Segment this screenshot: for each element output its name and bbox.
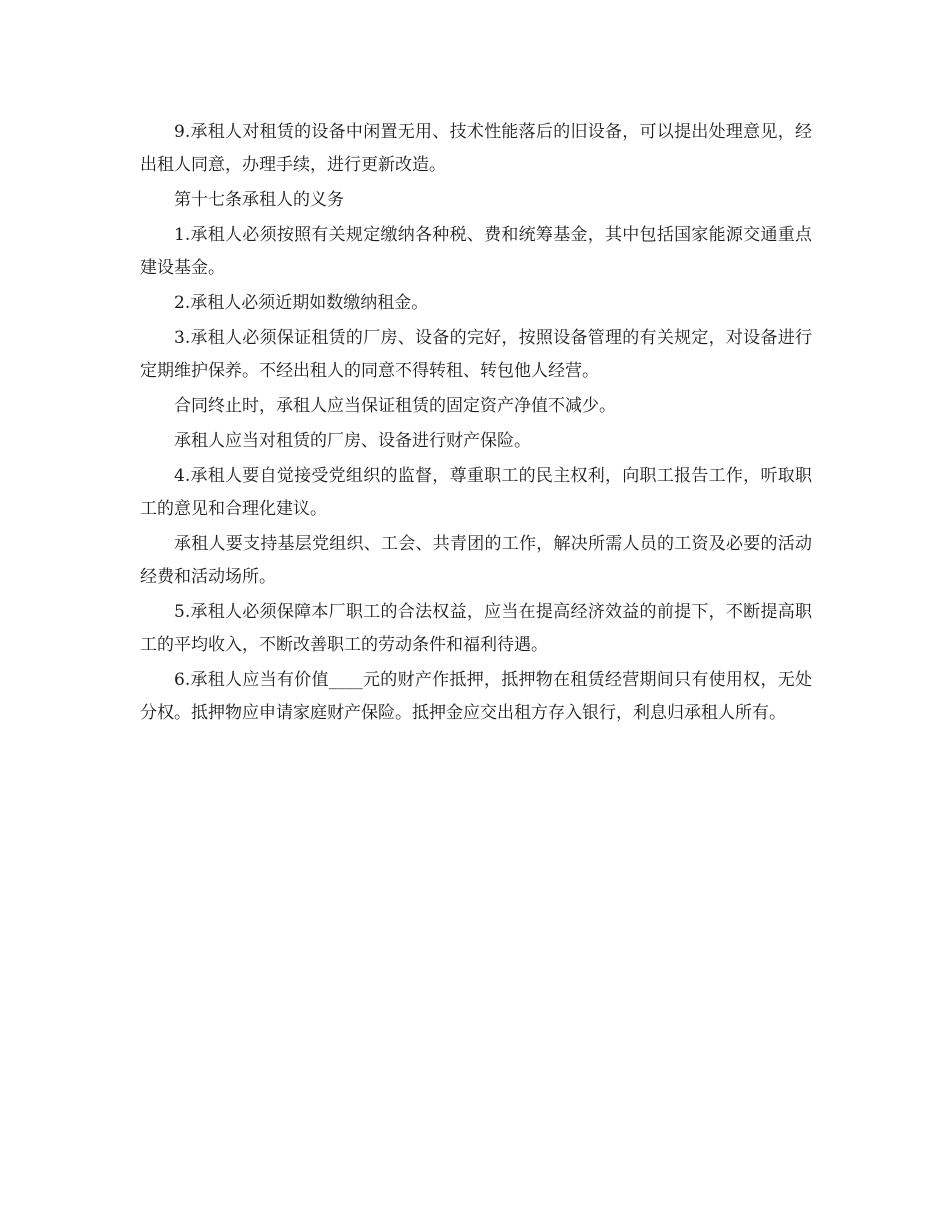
paragraph-obligation-6: 6.承租人应当有价值____元的财产作抵押，抵押物在租赁经营期间只有使用权，无处分权。抵押物应申请家庭财产保险。抵押金应交出租方存入银行，利息归承租人所有。 <box>140 670 812 723</box>
document-body <box>140 116 812 732</box>
paragraph-obligation-3: 3.承租人必须保证租赁的厂房、设备的完好，按照设备管理的有关规定，对设备进行定期维护保养。不经出租人的同意不得转租、转包他人经营。 <box>140 328 812 381</box>
paragraph-property-insurance: 承租人应当对租赁的厂房、设备进行财产保险。 <box>174 431 531 451</box>
paragraph-support-organizations: 承租人要支持基层党组织、工会、共青团的工作，解决所需人员的工资及必要的活动经费和活动场所。 <box>140 534 812 587</box>
section-heading-article-17: 第十七条承租人的义务 <box>174 190 344 210</box>
paragraph-article-9: 9.承租人对租赁的设备中闲置无用、技术性能落后的旧设备，可以提出处理意见，经出租人同意，办理手续，进行更新改造。 <box>140 122 812 175</box>
paragraph-obligation-2: 2.承租人必须近期如数缴纳租金。 <box>174 293 429 313</box>
paragraph-contract-termination: 合同终止时，承租人应当保证租赁的固定资产净值不减少。 <box>174 396 616 416</box>
paragraph-obligation-1: 1.承租人必须按照有关规定缴纳各种税、费和统筹基金，其中包括国家能源交通重点建设基金。 <box>140 225 812 278</box>
paragraph-obligation-4: 4.承租人要自觉接受党组织的监督，尊重职工的民主权利，向职工报告工作，听取职工的意见和合理化建议。 <box>140 466 812 519</box>
paragraph-obligation-5: 5.承租人必须保障本厂职工的合法权益，应当在提高经济效益的前提下，不断提高职工的平均收入，不断改善职工的劳动条件和福利待遇。 <box>140 602 812 655</box>
